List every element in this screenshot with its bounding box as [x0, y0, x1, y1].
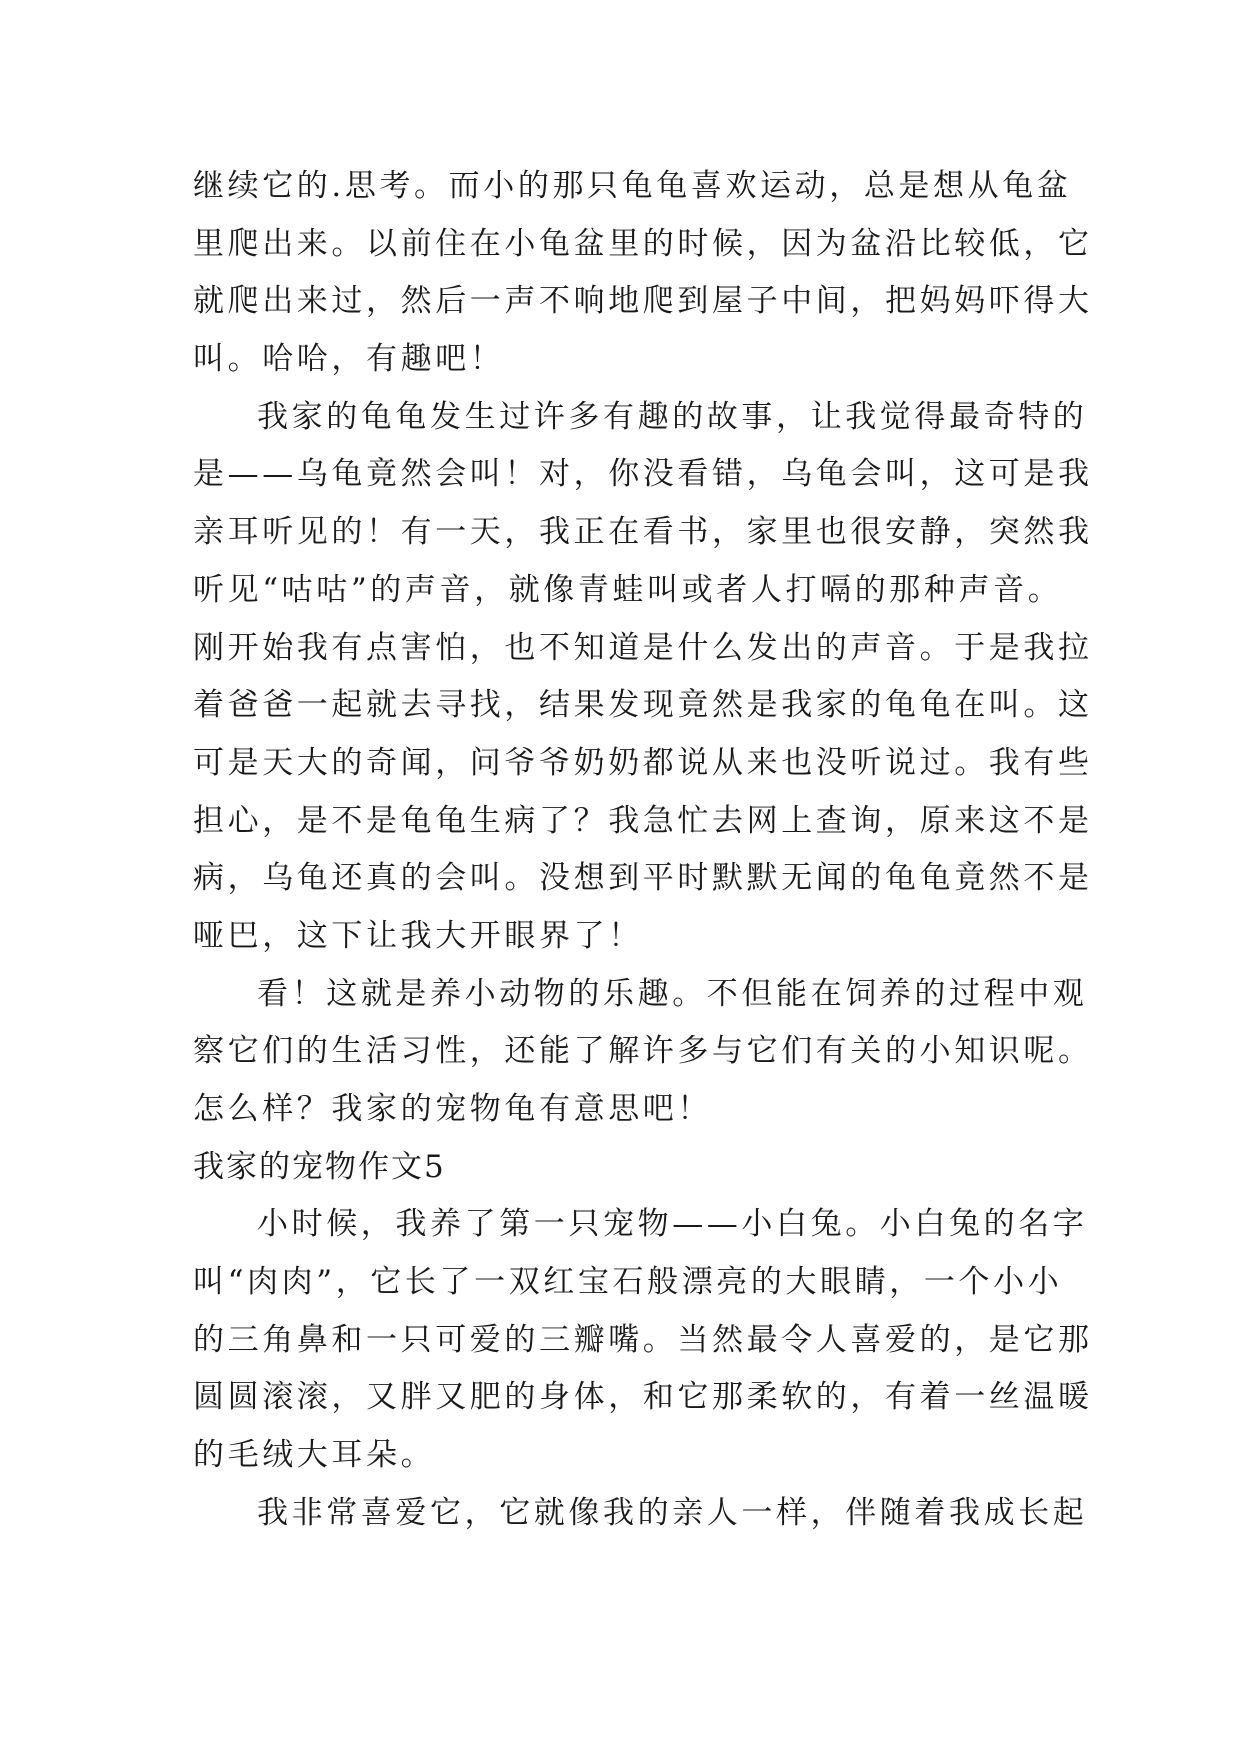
paragraph-first-line: 我非常喜爱它，它就像我的亲人一样，伴随着我成长起 — [257, 1494, 1088, 1531]
paragraph-first-line: 我家的龟龟发生过许多有趣的故事，让我觉得最奇特的 — [257, 398, 1088, 435]
paragraph-first-line: 小时候，我养了第一只宠物——小白兔。小白兔的名字 — [257, 1206, 1088, 1243]
text-line: 是——乌龟竟然会叫！对，你没看错，乌龟会叫，这可是我 — [193, 456, 1093, 493]
text-line: 可是天大的奇闻，问爷爷奶奶都说从来也没听说过。我有些 — [193, 744, 1093, 781]
text-line: 哑巴，这下让我大开眼界了！ — [193, 917, 643, 954]
text-line: 担心，是不是龟龟生病了？我急忙去网上查询，原来这不是 — [193, 802, 1093, 839]
text-line: 病，乌龟还真的会叫。没想到平时默默无闻的龟龟竟然不是 — [193, 860, 1093, 897]
text-line: 就爬出来过，然后一声不响地爬到屋子中间，把妈妈吓得大 — [193, 283, 1093, 320]
text-line: 叫。哈哈，有趣吧！ — [193, 341, 505, 378]
text-line: 叫“肉肉”，它长了一双红宝石般漂亮的大眼睛，一个小小 — [193, 1264, 1063, 1301]
text-line: 怎么样？我家的宠物龟有意思吧！ — [193, 1091, 712, 1127]
text-line: 听见“咕咕”的声音，就像青蛙叫或者人打嗝的那种声音。 — [193, 571, 1063, 608]
section-title: 我家的宠物作文5 — [193, 1148, 446, 1185]
text-line: 的三角鼻和一只可爱的三瓣嘴。当然最令人喜爱的，是它那 — [193, 1321, 1093, 1358]
paragraph-first-line: 看！这就是养小动物的乐趣。不但能在饲养的过程中观 — [257, 975, 1088, 1012]
text-line: 继续它的.思考。而小的那只龟龟喜欢运动，总是想从龟盆 — [193, 168, 1072, 204]
text-line: 亲耳听见的！有一天，我正在看书，家里也很安静，突然我 — [193, 514, 1093, 551]
text-line: 的毛绒大耳朵。 — [193, 1437, 436, 1474]
text-line: 刚开始我有点害怕，也不知道是什么发出的声音。于是我拉 — [193, 629, 1093, 666]
text-line: 里爬出来。以前住在小龟盆里的时候，因为盆沿比较低，它 — [193, 225, 1093, 262]
text-line: 着爸爸一起就去寻找，结果发现竟然是我家的龟龟在叫。这 — [193, 687, 1093, 724]
essay-body — [193, 158, 1093, 1543]
text-line: 察它们的生活习性，还能了解许多与它们有关的小知识呢。 — [193, 1033, 1093, 1070]
text-line: 圆圆滚滚，又胖又肥的身体，和它那柔软的，有着一丝温暖 — [193, 1379, 1093, 1416]
